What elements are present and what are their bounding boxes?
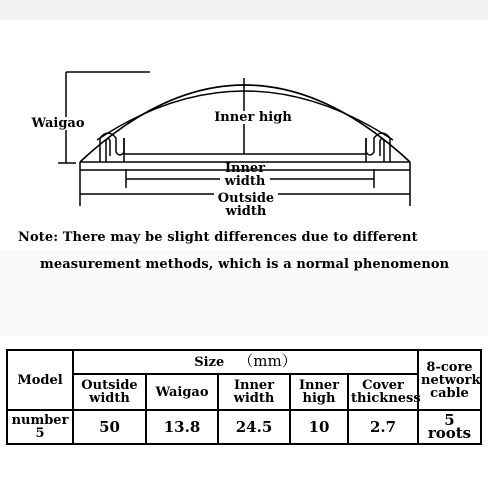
table-row [7, 410, 481, 444]
waigao-label: Waigao [28, 117, 88, 130]
col-inner-high: Inner high [290, 374, 348, 410]
inner-width-label-line2: width [224, 174, 266, 189]
cable-header: 8-core network cable [418, 350, 481, 410]
top-band [0, 0, 488, 20]
inner-high-value: 10 [290, 410, 348, 444]
column-header-row [7, 374, 481, 410]
note-line-1: Note: There may be slight differences due to different [18, 230, 418, 245]
inner-width-label-line1: Inner [224, 161, 266, 176]
size-unit: （mm） [238, 352, 297, 370]
inner-high-label: Inner high [206, 111, 300, 124]
spec-table [6, 349, 482, 445]
waigao-value: 13.8 [146, 410, 218, 444]
model-value: number 5 [7, 410, 73, 444]
col-outside-width: Outside width [73, 374, 146, 410]
col-waigao: Waigao [146, 374, 218, 410]
outside-width-label-line2: width [225, 204, 267, 219]
outside-width-value: 50 [73, 410, 146, 444]
outside-width-label [214, 192, 278, 218]
size-header [73, 350, 418, 374]
note-line-2: measurement methods, which is a normal phenomenon [40, 257, 450, 272]
cable-value: 5 roots [418, 410, 481, 444]
cross-section-diagram [0, 20, 488, 230]
inner-width-value: 24.5 [218, 410, 290, 444]
col-inner-width: Inner width [218, 374, 290, 410]
col-cover-thickness: Cover thickness [348, 374, 418, 410]
size-header-row [7, 350, 481, 374]
size-title: Size [194, 355, 225, 370]
outside-width-label-line1: Outside [217, 191, 275, 206]
cover-thickness-value: 2.7 [348, 410, 418, 444]
inner-width-label [220, 162, 270, 188]
model-header: Model [7, 350, 73, 410]
